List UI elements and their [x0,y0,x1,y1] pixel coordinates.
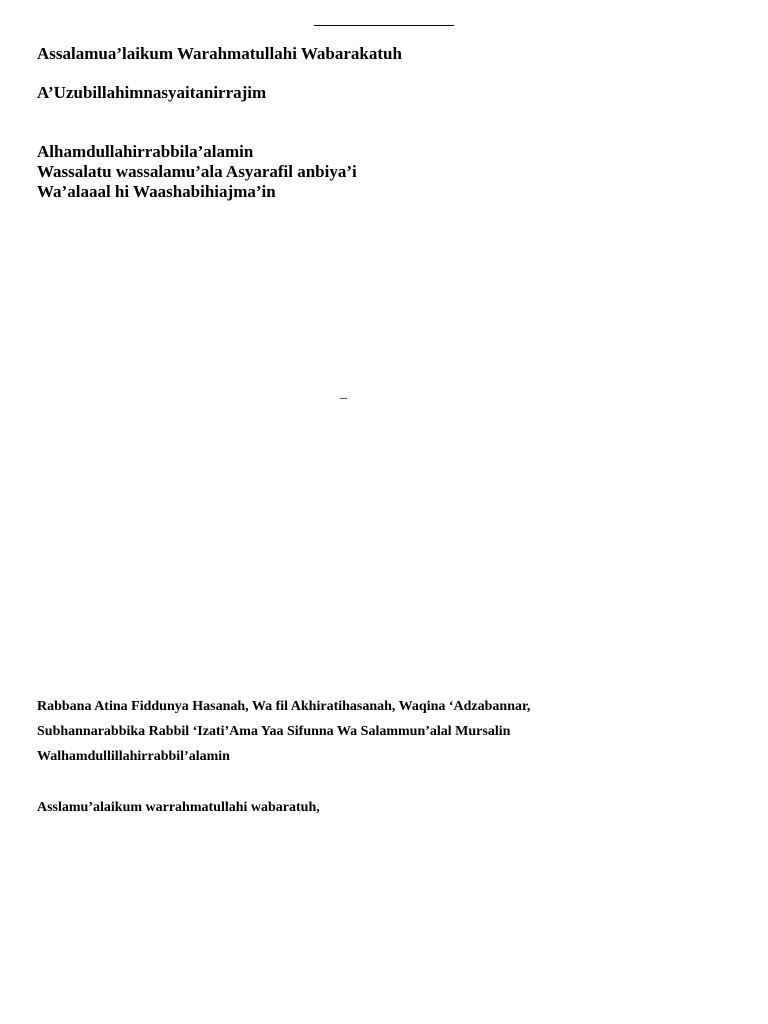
greeting-line: Assalamua’laikum Warahmatullahi Wabarakatuh [37,44,402,63]
center-mark: _ [340,386,347,401]
closing-prayer-line-2: Subhannarabbika Rabbil ‘Izati’Ama Yaa Sifunna Wa Salammun’alal Mursalin [37,724,511,739]
taawudz-line: A’Uzubillahimnasyaitanirrajim [37,83,267,102]
opening-line-1: Alhamdullahirrabbila’alamin [37,142,254,161]
header-rule [314,25,454,26]
closing-prayer-line-1: Rabbana Atina Fiddunya Hasanah, Wa fil Akhiratihasanah, Waqina ‘Adzabannar, [37,699,531,714]
closing-prayer-line-3: Walhamdullillahirrabbil’alamin [37,749,230,764]
opening-line-3: Wa’alaaal hi Waashabihiajma’in [37,182,276,201]
opening-line-2: Wassalatu wassalamu’ala Asyarafil anbiya’i [37,162,357,181]
closing-salam-line: Asslamu’alaikum warrahmatullahi wabaratuh, [37,800,320,815]
